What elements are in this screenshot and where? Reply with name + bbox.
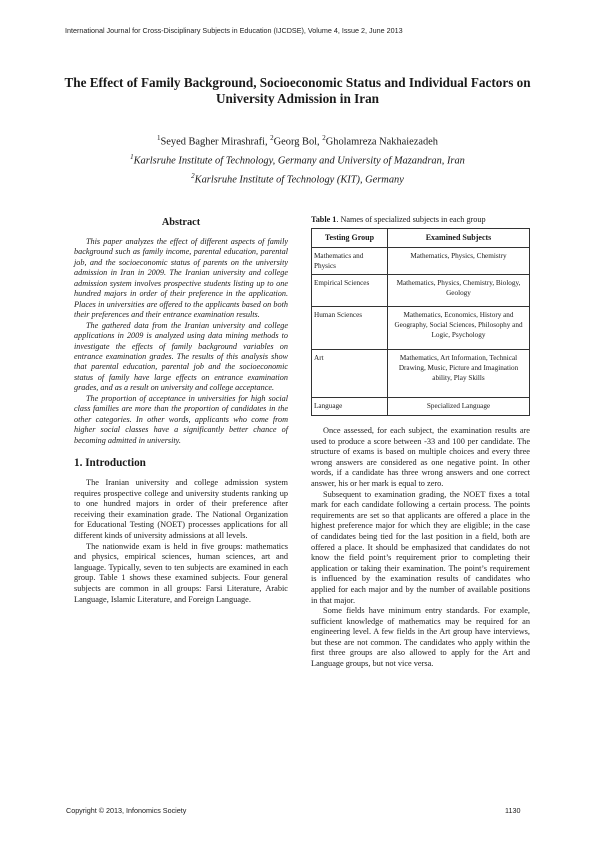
right-body <box>311 426 530 670</box>
author-name: Georg Bol, <box>273 136 323 148</box>
subjects-table <box>311 228 530 416</box>
column-header: Testing Group <box>312 229 388 248</box>
column-header: Examined Subjects <box>388 229 530 248</box>
table-cell-subjects: Mathematics, Economics, History and Geography, Social Sciences, Philosophy and Logic, Psychology <box>388 307 530 350</box>
table-cell-subjects: Specialized Language <box>388 398 530 416</box>
affiliation-line <box>60 169 535 188</box>
table-caption-label: Table 1 <box>311 215 337 224</box>
affiliation-line <box>60 150 535 169</box>
author-line <box>60 131 535 150</box>
table-caption-text: . Names of specialized subjects in each group <box>336 215 486 224</box>
abstract-paragraph: This paper analyzes the effect of different aspects of family background such as family income, parental education, parental job, and the socioeconomic status of parents on the university admission in Iran in 2009. The Iranian university and college admission system involves prospective students listing up to one hundred majors in order of their preference in the application. Places in universities are offered to the applicants based on both their preferences and their entrance examination results. <box>74 237 288 320</box>
body-paragraph: Subsequent to examination grading, the NOET fixes a total mark for each candidate following a certain process. The points requirements are set so that applicants are offered a place in the highest preference major for which they are eligible; in the case of candidates being tied for the last position in a field, both are offered a place. It should be emphasized that candidates do not know the field point’s requirement prior to completing their application or taking their examination. The point’s requirement is influenced by the examination results of candidates who applied for each major and by the number of available positions in that major. <box>311 489 530 605</box>
table-cell-group: Art <box>312 350 388 398</box>
abstract-paragraph: The proportion of acceptance in universities for high social class families are more than the proportion of candidates in the other categories. In other words, applicants who come from higher social classes have a significantly better chance of becoming admitted in university. <box>74 393 288 445</box>
journal-header: International Journal for Cross-Disciplinary Subjects in Education (IJCDSE), Volume 4, Issue 2, June 2013 <box>65 26 403 35</box>
table-cell-group: Empirical Sciences <box>312 275 388 307</box>
affiliation: Karlsruhe Institute of Technology, Germany and University of Mazandran, Iran <box>133 155 465 167</box>
right-column <box>311 215 530 670</box>
table-cell-group: Mathematics and Physics <box>312 248 388 275</box>
body-paragraph: Once assessed, for each subject, the examination results are used to produce a score between -33 and 100 per candidate. The structure of exams is based on multiple choices and every three wrong answers are considered as one negative point. In other words, if a candidate has three wrong answers and one correct answer, his or her mark is equal to zero. <box>311 426 530 488</box>
intro-body <box>74 478 288 605</box>
copyright-notice: Copyright © 2013, Infonomics Society <box>66 806 187 815</box>
author-name: Seyed Bagher Mirashrafi, <box>160 136 271 148</box>
table-row <box>312 307 530 350</box>
table-row <box>312 398 530 416</box>
table-cell-subjects: Mathematics, Physics, Chemistry <box>388 248 530 275</box>
table-cell-subjects: Mathematics, Art Information, Technical Drawing, Music, Picture and Imagination ability, Play Skills <box>388 350 530 398</box>
author-sup: 1 <box>157 134 161 142</box>
author-block <box>60 131 535 188</box>
author-sup: 2 <box>270 134 274 142</box>
table-cell-group: Language <box>312 398 388 416</box>
author-name: Gholamreza Nakhaiezadeh <box>325 136 438 148</box>
affiliation: Karlsruhe Institute of Technology (KIT), Germany <box>194 174 404 186</box>
author-sup: 2 <box>322 134 326 142</box>
body-paragraph: The Iranian university and college admission system requires prospective college and university students ranking up to one hundred majors in order of their preference after receiving their examination grade. The National Organization for Educational Testing (NOET) processes applications for all different kinds of university admissions at all levels. <box>74 478 288 541</box>
section-heading: 1. Introduction <box>74 457 146 470</box>
table-cell-subjects: Mathematics, Physics, Chemistry, Biology, Geology <box>388 275 530 307</box>
table-row <box>312 248 530 275</box>
abstract-heading: Abstract <box>161 217 201 228</box>
body-paragraph: Some fields have minimum entry standards. For example, sufficient knowledge of mathematics may be required for an engineering level. A few fields in the Art group have interviews, but these are not common. The candidates who apply within the first three groups are also allowed to apply for the Art and Language groups, but not vice versa. <box>311 606 530 669</box>
table-header-row <box>312 229 530 248</box>
body-paragraph: The nationwide exam is held in five groups: mathematics and physics, empirical sciences, human sciences, art and language. Typically, seven to ten subjects are examined in each group. Table 1 shows these examined subjects. Four general subjects are common in all groups: Farsi Literature, Arabic Language, Islamic Literature, and Foreign Language. <box>74 541 288 604</box>
left-column <box>74 215 288 605</box>
table-caption <box>311 215 530 225</box>
table-row <box>312 275 530 307</box>
affiliation-sup: 2 <box>191 171 195 180</box>
abstract-body <box>74 237 288 446</box>
affiliation-sup: 1 <box>130 152 134 161</box>
page-number: 1130 <box>505 806 521 815</box>
table-row <box>312 350 530 398</box>
abstract-paragraph: The gathered data from the Iranian university and college applications in 2009 is analyzed using data mining methods to investigate the effects of family background variables on entrance examination grades. The results of this analysis show that parental education, parental job and the socioeconomic status of family have large effects on entrance examination grades, and as a result on university and college acceptance. <box>74 320 288 393</box>
table-cell-group: Human Sciences <box>312 307 388 350</box>
paper-title: The Effect of Family Background, Socioeconomic Status and Individual Factors on University Admission in Iran <box>64 75 531 106</box>
